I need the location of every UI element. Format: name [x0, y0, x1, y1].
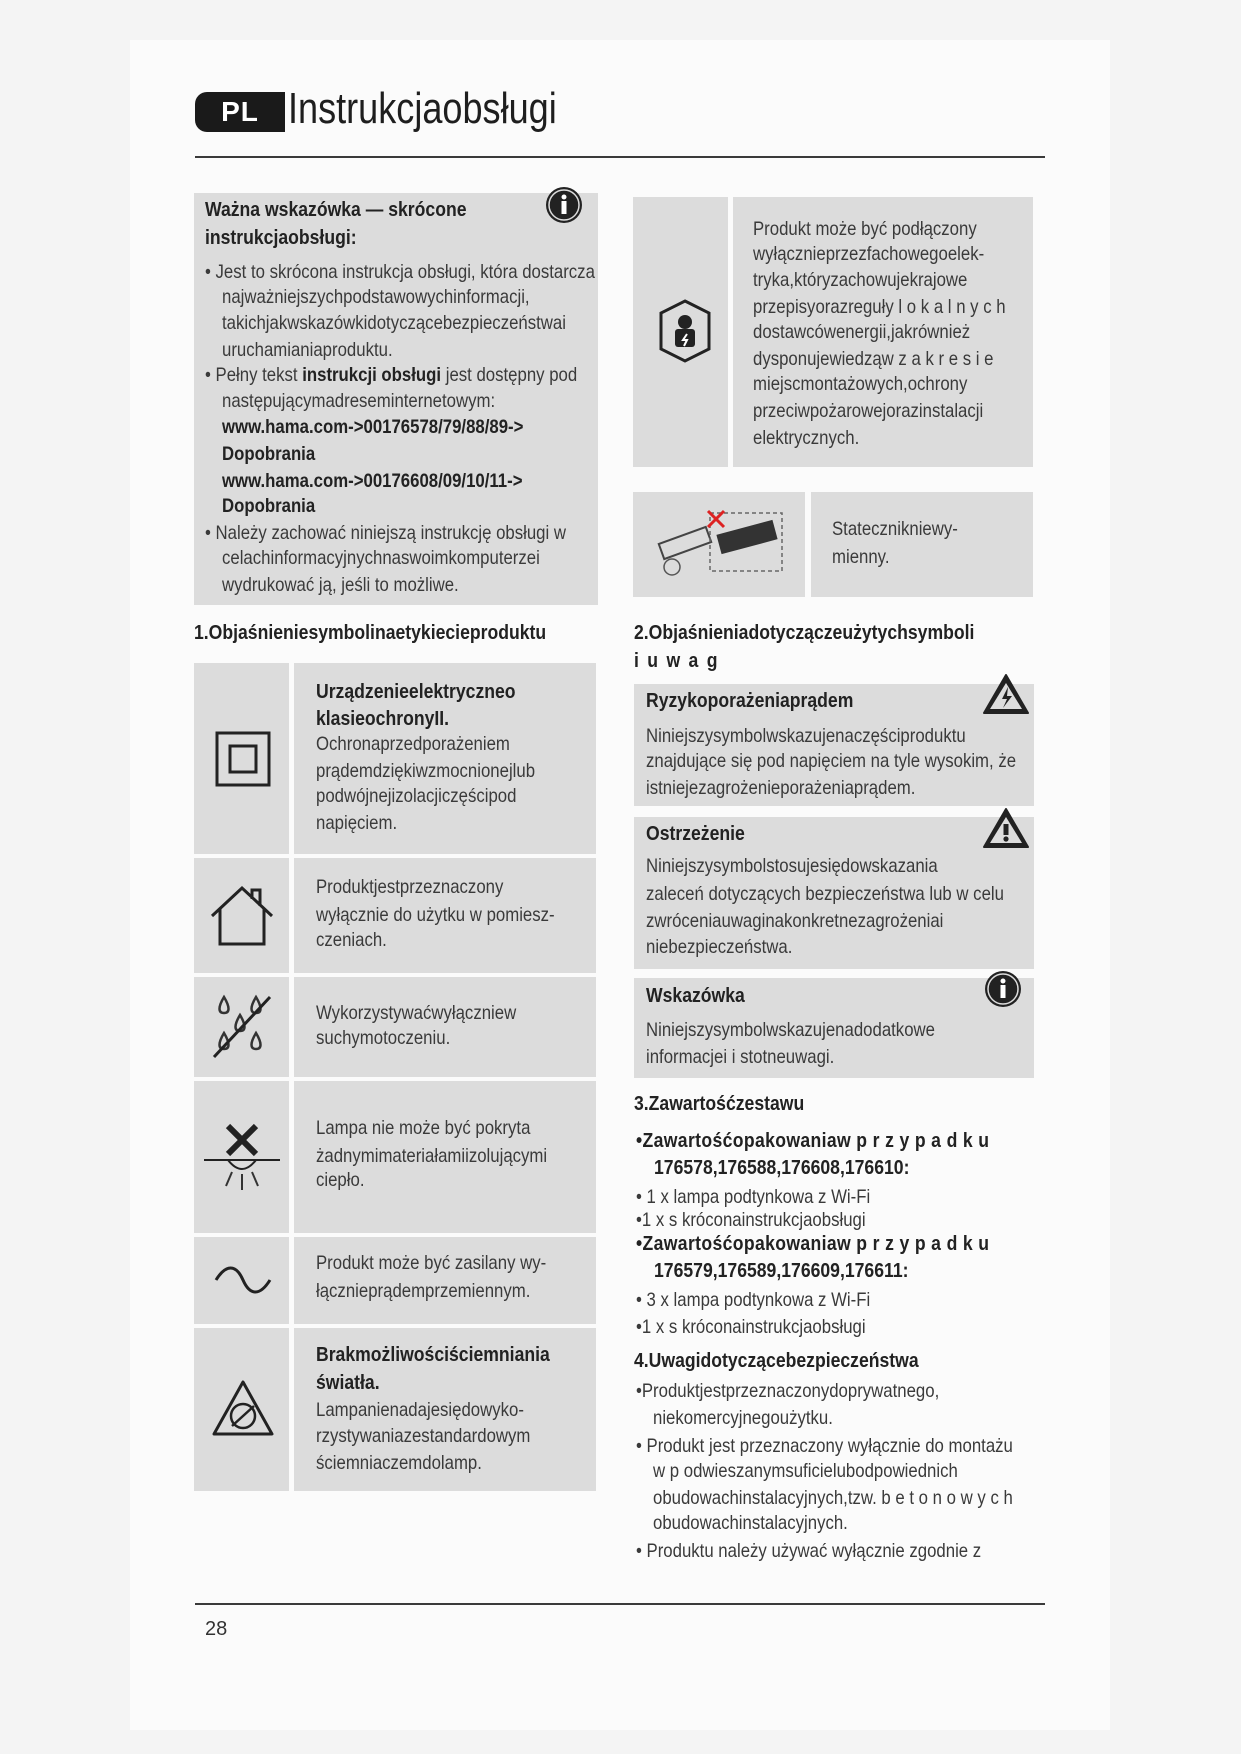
warning-l1: Niniejszysymbolstosujesiędowskazania — [646, 855, 938, 877]
s1-r4-l2: żadnymimateriałamiizolującymi — [316, 1145, 548, 1167]
hint-title: Wskazówka — [646, 985, 745, 1007]
s1-r5-l1: Produkt może być zasilany wy- — [316, 1252, 547, 1274]
ballast-l2: mienny. — [832, 546, 890, 568]
notice-link-1: www.hama.com->00176578/79/88/89-> — [222, 416, 524, 438]
s3-p1-i2: •1 x s króconainstrukcjaobsługi — [636, 1209, 866, 1231]
s1-r5-l2: łącznieprądemprzemiennym. — [316, 1280, 531, 1302]
s1-r2-l1: Produktjestprzeznaczony — [316, 876, 504, 898]
page-number: 28 — [205, 1618, 228, 1640]
electrician-icon — [656, 298, 714, 364]
notice-title-1: Ważna wskazówka — skrócone — [205, 199, 467, 221]
warning-icon — [982, 806, 1030, 850]
notice-b1-1: • Jest to skrócona instrukcja obsługi, która dostarcza — [205, 261, 595, 283]
s3-p1-i1: • 1 x lampa podtynkowa z Wi-Fi — [636, 1186, 871, 1208]
ballast-icon — [650, 505, 790, 585]
s3-p2-b: 176579,176589,176609,176611: — [654, 1260, 909, 1282]
electrician-l5: dostawcówenergii,jakrównież — [753, 321, 971, 343]
no-dimming-icon — [210, 1378, 276, 1440]
danger-l3: istniejezagrożenieporażeniaprądem. — [646, 777, 916, 799]
footer-rule — [195, 1603, 1045, 1605]
electrician-l6: dysponujewiedząw z a k r e s i e — [753, 348, 994, 370]
notice-link-2: www.hama.com->00176608/09/10/11-> — [222, 470, 523, 492]
no-insulation-cover-icon — [202, 1120, 282, 1192]
s4-l1: •Produktjestprzeznaczonydoprywatnego, — [636, 1380, 940, 1402]
notice-b2-2: następującymadreseminternetowym: — [222, 390, 496, 412]
s1-r2-l2: wyłącznie do użytku w pomiesz- — [316, 904, 555, 926]
notice-b2-1: • Pełny tekst instrukcji obsługi jest dostępny pod — [205, 364, 578, 386]
electrician-l9: elektrycznych. — [753, 427, 860, 449]
s1-r4-l3: ciepło. — [316, 1169, 365, 1191]
house-icon — [208, 882, 276, 948]
s1-r2-l3: czeniach. — [316, 929, 387, 951]
warning-l4: niebezpieczeństwa. — [646, 936, 793, 958]
info-icon — [983, 969, 1023, 1009]
class-ii-icon — [214, 730, 272, 788]
section3-heading: 3.Zawartośćzestawu — [634, 1093, 805, 1115]
s4-l3: • Produkt jest przeznaczony wyłącznie do montażu — [636, 1435, 1013, 1457]
warning-l3: zwróceniauwaginakonkretnezagrożeniai — [646, 910, 944, 932]
section4-heading: 4.Uwagidotyczącebezpieczeństwa — [634, 1350, 919, 1372]
s4-l7: • Produktu należy używać wyłącznie zgodnie z — [636, 1540, 982, 1562]
alternating-current-icon — [214, 1266, 272, 1294]
notice-link-1b: Dopobrania — [222, 443, 316, 465]
s1-r3-l1: Wykorzystywaćwyłączniew — [316, 1002, 517, 1024]
danger-l2: znajdujące się pod napięciem na tyle wysokim, że — [646, 750, 1017, 772]
language-badge: PL — [195, 92, 285, 132]
s3-p2-i2: •1 x s króconainstrukcjaobsługi — [636, 1316, 866, 1338]
electrician-l7: miejscmontażowych,ochrony — [753, 373, 968, 395]
s3-p1-a: •Zawartośćopakowaniaw p r z y p a d k u — [636, 1130, 990, 1152]
hint-l1: Niniejszysymbolwskazujenadodatkowe — [646, 1019, 935, 1041]
section2-heading-2: i u w a g — [634, 650, 720, 672]
hint-l2: informacjei i stotneuwagi. — [646, 1046, 835, 1068]
electrician-l8: przeciwpożarowejorazinstalacji — [753, 400, 984, 422]
s3-p1-b: 176578,176588,176608,176610: — [654, 1157, 910, 1179]
notice-b3-2: celachinformacyjnychnaswoimkomputerzei — [222, 547, 540, 569]
s4-l6: obudowachinstalacyjnych. — [653, 1512, 848, 1534]
notice-b3-1: • Należy zachować niniejszą instrukcję obsługi w — [205, 522, 566, 544]
electrician-l1: Produkt może być podłączony — [753, 218, 977, 240]
warning-l2: zaleceń dotyczących bezpieczeństwa lub w celu — [646, 883, 1004, 905]
danger-l1: Niniejszysymbolwskazujenaczęściproduktu — [646, 725, 966, 747]
warning-title: Ostrzeżenie — [646, 823, 745, 845]
electrician-l4: przepisyorazreguły l o k a l n y c h — [753, 296, 1006, 318]
danger-title: Ryzykoporażeniaprądem — [646, 690, 854, 712]
s1-r1-b1: Urządzenieelektryczneo — [316, 681, 516, 703]
notice-b1-4: uruchamianiaproduktu. — [222, 339, 393, 361]
s1-r3-l2: suchymotoczeniu. — [316, 1027, 451, 1049]
s1-r1-l1: Ochronaprzedporażeniem — [316, 733, 510, 755]
s1-r1-l4: napięciem. — [316, 812, 398, 834]
info-icon — [544, 185, 584, 225]
s3-p2-i1: • 3 x lampa podtynkowa z Wi-Fi — [636, 1289, 871, 1311]
s1-r1-l3: podwójnejizolacjiczęścipod — [316, 785, 517, 807]
s1-r1-b2: klasieochronyII. — [316, 708, 450, 730]
s4-l2: niekomercyjnegoużytku. — [653, 1407, 833, 1429]
notice-title-2: instrukcjaobsługi: — [205, 227, 357, 249]
notice-link-2b: Dopobrania — [222, 495, 316, 517]
notice-b1-3: takichjakwskazówkidotyczącebezpieczeństwai — [222, 312, 566, 334]
section1-heading: 1.Objaśnieniesymbolinaetykiecieproduktu — [194, 622, 547, 644]
s1-r6-b2: światła. — [316, 1372, 380, 1394]
s1-r6-b1: Brakmożliwościściemniania — [316, 1344, 550, 1366]
page-title: Instrukcjaobsługi — [288, 84, 557, 133]
s4-l5: obudowachinstalacyjnych,tzw. b e t o n o w y c h — [653, 1487, 1013, 1509]
electric-shock-warning-icon — [982, 672, 1030, 716]
s1-r6-l3: ściemniaczemdolamp. — [316, 1452, 482, 1474]
notice-b3-3: wydrukować ją, jeśli to możliwe. — [222, 574, 459, 596]
electrician-l2: wyłącznieprzezfachowegoelek- — [753, 243, 985, 265]
s3-p2-a: •Zawartośćopakowaniaw p r z y p a d k u — [636, 1233, 990, 1255]
dry-location-icon — [210, 993, 274, 1061]
s4-l4: w p odwieszanymsuficielubodpowiednich — [653, 1460, 958, 1482]
s1-r4-l1: Lampa nie może być pokryta — [316, 1117, 531, 1139]
section2-heading-1: 2.Objaśnieniadotyczączeużytychsymboli — [634, 622, 975, 644]
s1-r1-l2: prądemdziękiwzmocnionejlub — [316, 760, 536, 782]
header-rule — [195, 156, 1045, 158]
notice-b1-2: najważniejszychpodstawowychinformacji, — [222, 286, 530, 308]
s1-r6-l2: rzystywaniazestandardowym — [316, 1425, 531, 1447]
s1-r6-l1: Lampanienadajesiędowyko- — [316, 1399, 524, 1421]
ballast-l1: Statecznikniewy- — [832, 518, 958, 540]
electrician-l3: tryka,któryzachowujekrajowe — [753, 269, 968, 291]
